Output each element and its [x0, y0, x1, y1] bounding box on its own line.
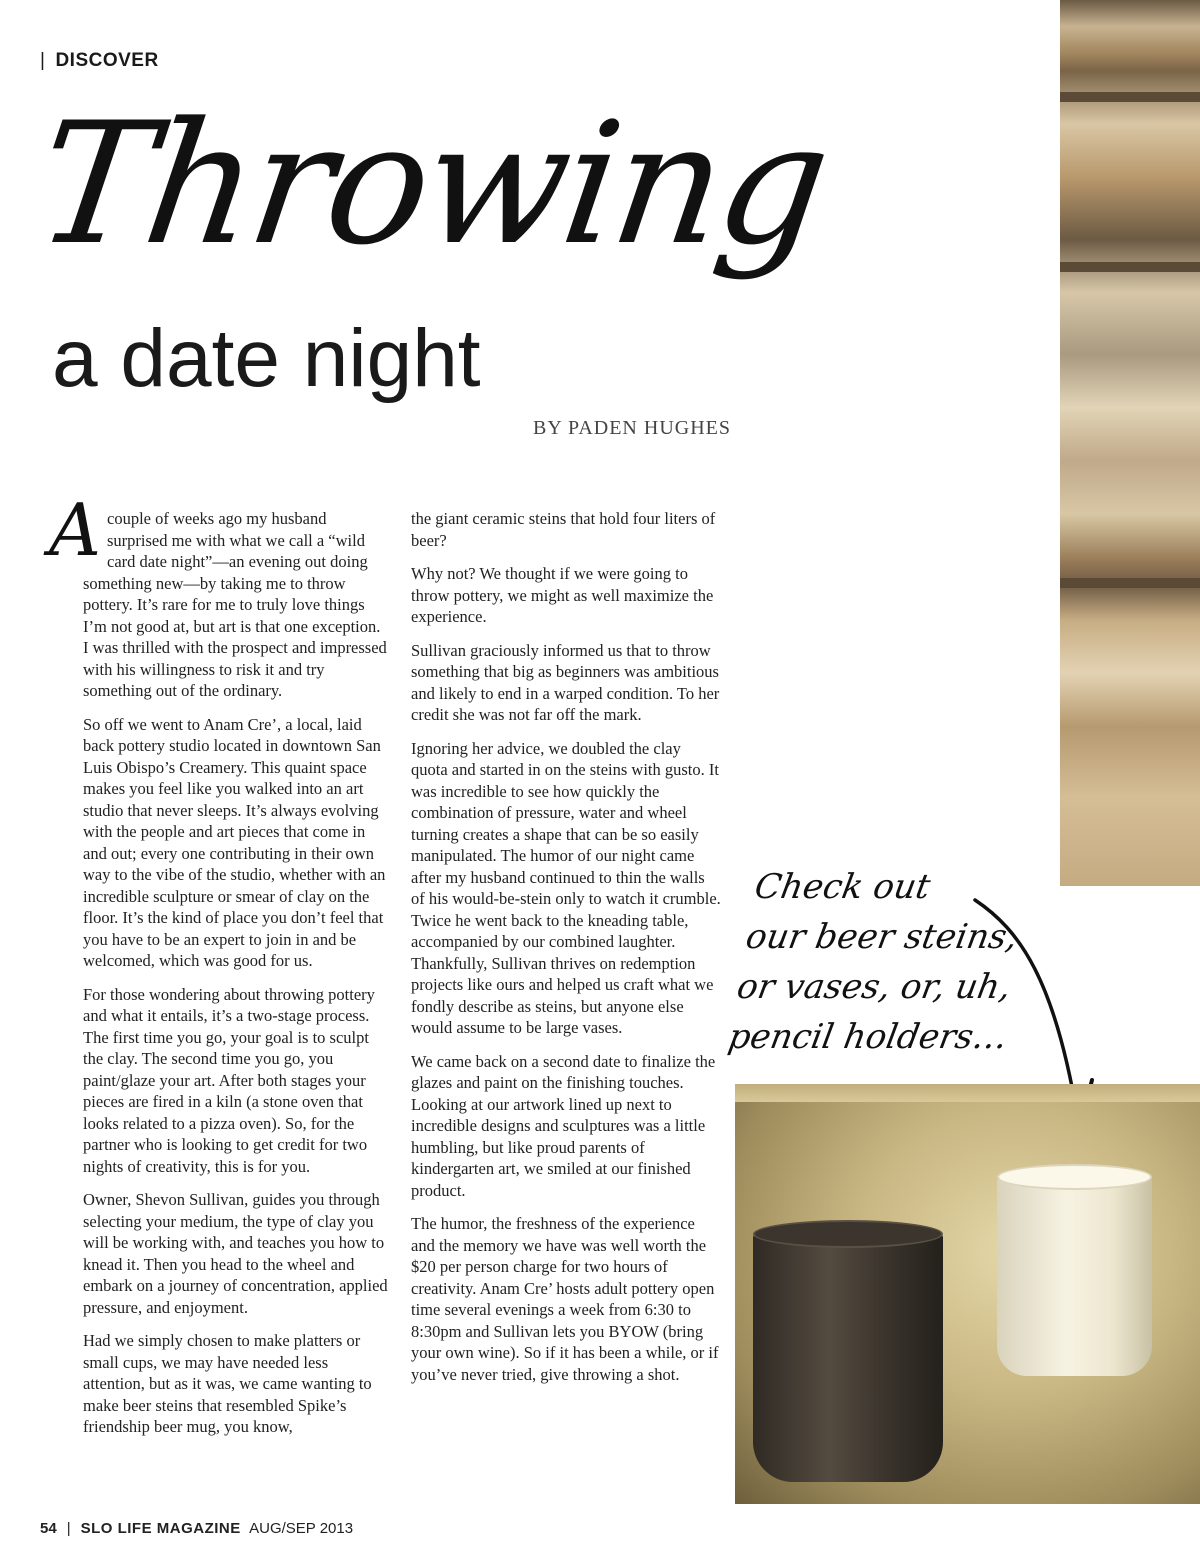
- issue-date: AUG/SEP 2013: [249, 1520, 354, 1537]
- shelf-board: [1060, 578, 1200, 588]
- byline: BY PADEN HUGHES: [533, 417, 731, 439]
- pottery-shelf-photo: [1060, 0, 1200, 886]
- table-edge: [735, 1084, 1200, 1102]
- callout-line: or vases, or, uh,: [734, 967, 1014, 1007]
- beer-steins-photo: [735, 1084, 1200, 1504]
- section-label: DISCOVER: [55, 50, 159, 71]
- paragraph: For those wondering about throwing pottery and what it entails, it’s a two-stage process. The first time you go, your goal is to sculpt the clay. The second time you go, you paint/glaze your art. After both stages your pieces are fired in a kiln (a stone oven that looks related to a pizza oven). So, for the partner who is looking to get credit for two nights of creativity, this is for you.: [83, 984, 375, 1176]
- article-column-1: [49, 488, 388, 1450]
- paragraph: the giant ceramic steins that hold four liters of beer?: [411, 509, 716, 550]
- paragraph: Why not? We thought if we were going to throw pottery, we might as well maximize the experience.: [411, 564, 714, 626]
- article-column-2: [411, 508, 721, 1397]
- footer-divider: |: [66, 1520, 71, 1537]
- paragraph: Sullivan graciously informed us that to throw something that big as beginners was ambitious and likely to end in a warped condition. To her credit she was not far off the mark.: [411, 640, 720, 724]
- section-divider: |: [40, 50, 46, 71]
- paragraph: [49, 488, 388, 702]
- article-title-sub: a date night: [52, 313, 481, 404]
- paragraph: Ignoring her advice, we doubled the clay quota and started in on the steins with gusto. It was incredible to see how quickly the combination of pressure, water and wheel turning creates a shape that can be so easily manipulated. The humor of our night came after my husband continued to thin the walls of his would-be-stein only to watch it crumble. Twice he went back to the kneading table, accompanied by our combined laughter. Thankfully, Sullivan thrives on redemption projects like ours and helped us craft what we fondly describe as steins, but anyone else would assume to be large vases.: [411, 738, 721, 1037]
- callout-line: pencil holders…: [725, 1017, 1011, 1057]
- article-title-script: Throwing: [26, 86, 837, 282]
- white-stein: [997, 1176, 1152, 1376]
- paragraph: The humor, the freshness of the experience and the memory we have was well worth the $20 per person charge for two hours of creativity. Anam Cre’ hosts adult pottery open time several evenings a week from 6:30 to 8:30pm and Sullivan lets you BYOW (bring your own wine). So if it has been a while, or if you’ve never tried, give throwing a shot.: [411, 1214, 719, 1384]
- magazine-name: SLO LIFE MAGAZINE: [80, 1520, 241, 1537]
- paragraph: So off we went to Anam Cre’, a local, laid back pottery studio located in downtown San Luis Obispo’s Creamery. This quaint space makes you feel like you walked into an art studio that never sleeps. It’s always evolving with the people and art pieces that come in and out; every one contributing in their own way to the vibe of the studio, whether with an incredible sculpture or smear of clay on the floor. It’s the kind of place you don’t feel that you have to be an expert to join in and be welcomed, which was good for us.: [83, 714, 386, 970]
- page-footer: [40, 1520, 353, 1537]
- callout-line: our beer steins,: [742, 917, 1021, 957]
- dark-stein: [753, 1232, 943, 1482]
- callout-line: Check out: [751, 867, 934, 907]
- drop-cap: A: [49, 488, 101, 572]
- shelf-board: [1060, 92, 1200, 102]
- shelf-board: [1060, 262, 1200, 272]
- paragraph: We came back on a second date to finalize the glazes and paint on the finishing touches. Looking at our artwork lined up next to incredible designs and sculptures was a little humbling, but like proud parents of kindergarten art, we smiled at our finished product.: [411, 1051, 716, 1200]
- page-number: 54: [40, 1520, 57, 1537]
- paragraph-text: couple of weeks ago my husband surprised me with what we call a “wild card date night”—an evening out doing something new—by taking me to throw pottery. It’s rare for me to truly love things I’m not good at, but art is that one exception. I was thrilled with the prospect and impressed with his willingness to risk it and try something out of the ordinary.: [83, 509, 387, 700]
- section-tag: [40, 50, 159, 72]
- paragraph: Had we simply chosen to make platters or small cups, we may have needed less attention, but as it was, we came wanting to make beer steins that resembled Spike’s friendship beer mug, you know,: [83, 1331, 372, 1436]
- paragraph: Owner, Shevon Sullivan, guides you through selecting your medium, the type of clay you will be working with, and teaches you how to knead it. Then you head to the wheel and embark on a journey of concentration, applied pressure, and enjoyment.: [83, 1190, 388, 1317]
